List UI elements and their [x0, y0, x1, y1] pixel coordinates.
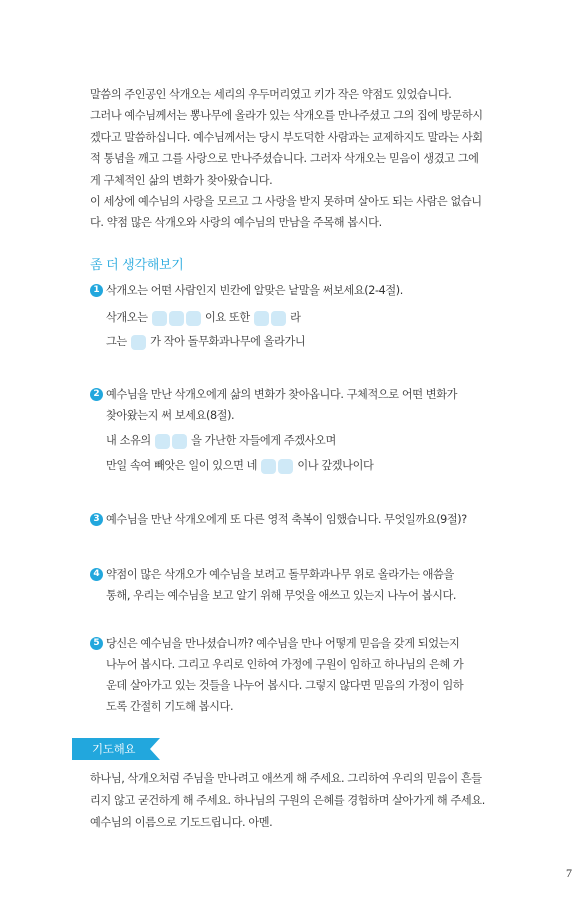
- question-text: 나누어 봅시다. 그리고 우리로 인하여 가정에 구원이 임하고 하나님의 은혜 가: [106, 658, 464, 671]
- question-text: 약점이 많은 삭개오가 예수님을 보려고 돌무화과나무 위로 올라가는 애씀을: [106, 568, 454, 581]
- intro-line: 게 구체적인 삶의 변화가 찾아왔습니다.: [90, 173, 273, 187]
- question-4: [90, 564, 502, 606]
- intro-line: 그러나 예수님께서는 뽕나무에 올라가 있는 삭개오를 만나주셨고 그의 집에 방문하시: [90, 109, 483, 123]
- prayer-section-tag: [72, 738, 162, 760]
- fill-blank-line: [106, 432, 336, 450]
- fill-blank-line: [106, 457, 373, 475]
- fill-text: 가 작아 돌무화과나무에 올라가니: [150, 335, 306, 348]
- question-text: 운데 살아가고 있는 것들을 나누어 봅시다. 그렇지 않다면 믿음의 가정이 임하: [106, 679, 464, 692]
- page-number: 7: [566, 866, 572, 880]
- question-number-badge: 3: [90, 513, 103, 526]
- intro-line: 이 세상에 예수님의 사랑을 모르고 그 사랑을 받지 못하며 살아도 되는 사람은 없습니: [90, 195, 482, 209]
- fill-text: 이요 또한: [204, 311, 250, 324]
- question-5: [90, 633, 502, 717]
- fill-text: 라: [290, 311, 301, 324]
- question-text: 예수님을 만난 삭개오에게 또 다른 영적 축복이 임했습니다. 무엇일까요(9절)?: [106, 513, 467, 526]
- fill-text: 그는: [106, 335, 127, 348]
- question-text: 도록 간절히 기도해 봅시다.: [106, 700, 234, 713]
- question-number-badge: 4: [90, 568, 103, 581]
- blank-box[interactable]: [152, 311, 167, 326]
- fill-blank-line: [106, 309, 300, 327]
- question-text: 통해, 우리는 예수님을 보고 알기 위해 무엇을 애쓰고 있는지 나누어 봅시다.: [106, 589, 457, 602]
- prayer-line: 리지 않고 굳건하게 해 주세요. 하나님의 구원의 은혜를 경험하며 살아가게 해 주세요.: [90, 794, 485, 807]
- blank-box[interactable]: [169, 311, 184, 326]
- blank-box[interactable]: [155, 434, 170, 449]
- blank-box[interactable]: [254, 311, 269, 326]
- blank-box[interactable]: [261, 459, 276, 474]
- fill-text: 삭개오는: [106, 311, 148, 324]
- fill-blank-line: [106, 333, 305, 351]
- fill-text: 내 소유의: [106, 434, 151, 447]
- blank-box[interactable]: [278, 459, 293, 474]
- blank-box[interactable]: [131, 335, 146, 350]
- blank-box[interactable]: [271, 311, 286, 326]
- intro-paragraph: [90, 84, 500, 234]
- prayer-paragraph: [90, 768, 502, 834]
- question-text: 당신은 예수님을 만나셨습니까? 예수님을 만나 어떻게 믿음을 갖게 되었는지: [106, 637, 460, 650]
- fill-text: 이나 갚겠나이다: [297, 459, 374, 472]
- prayer-tag-label: 기도해요: [92, 742, 136, 756]
- prayer-line: 예수님의 이름으로 기도드립니다. 아멘.: [90, 816, 273, 829]
- question-1: [90, 280, 502, 301]
- blank-box[interactable]: [186, 311, 201, 326]
- question-text: 삭개오는 어떤 사람인지 빈칸에 알맞은 낱말을 써보세요(2-4절).: [106, 284, 403, 297]
- section-title: 좀 더 생각해보기: [90, 258, 184, 273]
- fill-text: 을 가난한 자들에게 주겠사오며: [191, 434, 336, 447]
- intro-line: 겠다고 말씀하십니다. 예수님께서는 당시 부도덕한 사람과는 교제하지도 말라는 사회: [90, 130, 483, 144]
- question-number-badge: 5: [90, 637, 103, 650]
- question-number-badge: 1: [90, 284, 103, 297]
- fill-text: 만일 속여 빼앗은 일이 있으면 네: [106, 459, 258, 472]
- question-3: [90, 509, 502, 530]
- prayer-line: 하나님, 삭개오처럼 주님을 만나려고 애쓰게 해 주세요. 그리하여 우리의 믿음이 흔들: [90, 772, 482, 785]
- question-text: 예수님을 만난 삭개오에게 삶의 변화가 찾아옵니다. 구체적으로 어떤 변화가: [106, 388, 458, 401]
- question-text: 찾아왔는지 써 보세요(8절).: [106, 409, 235, 422]
- intro-line: 다. 약점 많은 삭개오와 사랑의 예수님의 만남을 주목해 봅시다.: [90, 216, 382, 230]
- intro-line: 말씀의 주인공인 삭개오는 세리의 우두머리였고 키가 작은 약점도 있었습니다.: [90, 88, 452, 101]
- blank-box[interactable]: [172, 434, 187, 449]
- intro-line: 적 통념을 깨고 그를 사랑으로 만나주셨습니다. 그러자 삭개오는 믿음이 생겼고 그에: [90, 152, 479, 166]
- question-2: [90, 384, 502, 426]
- question-number-badge: 2: [90, 388, 103, 401]
